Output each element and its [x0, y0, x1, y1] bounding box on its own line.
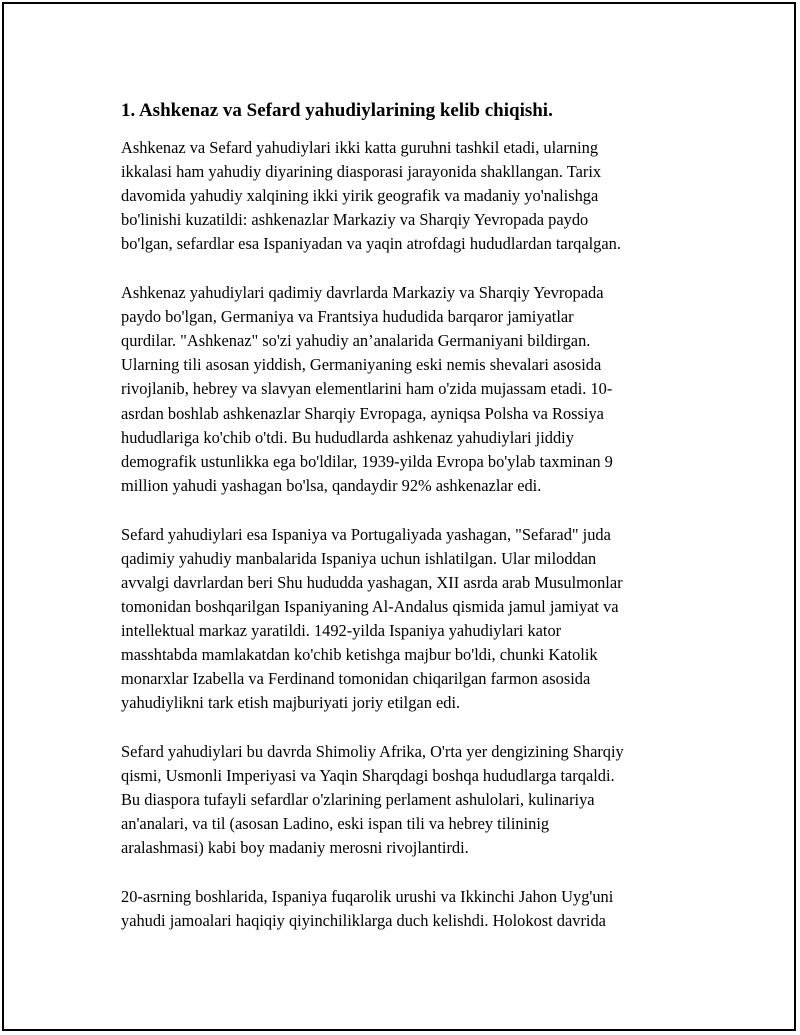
paragraph-line: yahudiylikni tark etish majburiyati joriy etilgan edi. — [121, 693, 461, 713]
paragraph-line: qadimiy yahudiy manbalarida Ispaniya uchun ishlatilgan. Ular miloddan — [121, 548, 597, 568]
paragraph-line: monarxlar Izabella va Ferdinand tomonidan chiqarilgan farmon asosida — [121, 669, 591, 689]
paragraph — [121, 885, 699, 933]
paragraph-line: Ashkenaz yahudiylari qadimiy davrlarda Markaziy va Sharqiy Yevropada — [121, 283, 604, 303]
paragraph-line: qismi, Usmonli Imperiyasi va Yaqin Sharqdagi boshqa hududlarga tarqaldi. — [121, 765, 615, 785]
paragraph-line: bo'linishi kuzatildi: ashkenazlar Markaziy va Sharqiy Yevropada paydo — [121, 210, 589, 230]
paragraph-line: million yahudi yashagan bo'lsa, qandaydir 92% ashkenazlar edi. — [121, 475, 542, 495]
paragraph-line: davomida yahudiy xalqining ikki yirik geografik va madaniy yo'nalishga — [121, 186, 599, 206]
paragraph-line: tomonidan boshqarilgan Ispaniyaning Al-Andalus qismida jamul jamiyat va — [121, 596, 619, 616]
paragraph-line: intellektual markaz yaratildi. 1492-yilda Ispaniya yahudiylari kator — [121, 620, 562, 640]
paragraph-line: Ashkenaz va Sefard yahudiylari ikki katta guruhni tashkil etadi, ularning — [121, 138, 599, 157]
paragraph-line: rivojlanib, hebrey va slavyan elementlarini ham o'zida mujassam etadi. 10- — [121, 379, 613, 399]
paragraph-line: avvalgi davrlardan beri Shu hududda yashagan, XII asrda arab Musulmonlar — [121, 572, 623, 592]
paragraph-line: Bu diaspora tufayli sefardlar o'zlarining perlament ashulolari, kulinariya — [121, 790, 595, 810]
paragraph-line: an'analari, va til (asosan Ladino, eski ispan tili va hebrey tilininig — [121, 814, 550, 834]
document-body — [121, 100, 699, 958]
paragraph-line: yahudi jamoalari haqiqiy qiyinchiliklarga duch kelishdi. Holokost davrida — [121, 911, 606, 930]
paragraph — [121, 281, 699, 498]
paragraph-line: Ularning tili asosan yiddish, Germaniyaning eski nemis shevalari asosida — [121, 355, 602, 375]
paragraph-line: masshtabda mamlakatdan ko'chib ketishga majbur bo'ldi, chunki Katolik — [121, 644, 598, 664]
paragraph-line: asrdan boshlab ashkenazlar Sharqiy Evropaga, ayniqsa Polsha va Rossiya — [121, 403, 604, 423]
paragraph-line: bo'lgan, sefardlar esa Ispaniyadan va yaqin atrofdagi hududlardan tarqalgan. — [121, 234, 621, 254]
section-heading: 1. Ashkenaz va Sefard yahudiylarining kelib chiqishi. — [121, 100, 553, 121]
paragraph — [121, 136, 699, 256]
paragraph-line: aralashmasi) kabi boy madaniy merosni rivojlantirdi. — [121, 838, 469, 858]
paragraph-list — [121, 136, 699, 933]
paragraph-line: Sefard yahudiylari bu davrda Shimoliy Afrika, O'rta yer dengizining Sharqiy — [121, 741, 624, 761]
paragraph-line: hududlariga ko'chib o'tdi. Bu hududlarda ashkenaz yahudiylari jiddiy — [121, 427, 574, 447]
paragraph-line: ikkalasi ham yahudiy diyarining diasporasi jarayonida shakllangan. Tarix — [121, 162, 602, 182]
paragraph-line: demografik ustunlikka ega bo'ldilar, 1939-yilda Evropa bo'ylab taxminan 9 — [121, 451, 613, 471]
paragraph-line: 20-asrning boshlarida, Ispaniya fuqarolik urushi va Ikkinchi Jahon Uyg'uni — [121, 886, 614, 906]
paragraph-line: qurdilar. "Ashkenaz" so'zi yahudiy an’analarida Germaniyani bildirgan. — [121, 331, 591, 351]
paragraph-line: Sefard yahudiylari esa Ispaniya va Portugaliyada yashagan, "Sefarad" juda — [121, 524, 611, 544]
paragraph — [121, 523, 699, 716]
paragraph-line: paydo bo'lgan, Germaniya va Frantsiya hududida barqaror jamiyatlar — [121, 307, 574, 327]
document-page — [2, 2, 796, 1031]
paragraph — [121, 740, 699, 860]
